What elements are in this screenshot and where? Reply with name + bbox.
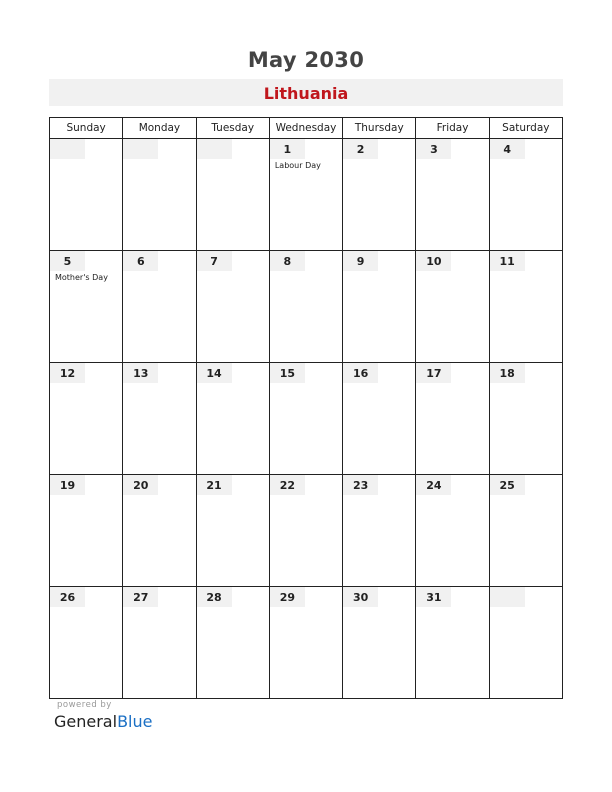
day-cell: [343, 251, 416, 363]
day-number: 15: [270, 363, 305, 383]
weekday-wednesday: Wednesday: [269, 118, 342, 139]
day-number: [490, 587, 525, 607]
powered-by-label: powered by: [57, 700, 112, 710]
week-row: [50, 587, 563, 699]
brand-logo-blue: Blue: [117, 712, 153, 731]
day-cell: [196, 363, 269, 475]
day-number: 8: [270, 251, 305, 271]
weekday-friday: Friday: [416, 118, 489, 139]
day-cell: [123, 139, 196, 251]
day-cell: [343, 363, 416, 475]
day-number: 28: [197, 587, 232, 607]
day-cell: [50, 251, 123, 363]
day-number: 19: [50, 475, 85, 495]
week-row: [50, 139, 563, 251]
day-number: 17: [416, 363, 451, 383]
day-cell: [343, 139, 416, 251]
day-number: 3: [416, 139, 451, 159]
page-title: May 2030: [247, 48, 365, 72]
day-number: 2: [343, 139, 378, 159]
calendar-grid: [49, 117, 563, 699]
day-number: 22: [270, 475, 305, 495]
weekday-saturday: Saturday: [489, 118, 562, 139]
day-number: [123, 139, 158, 159]
day-cell: [269, 139, 342, 251]
day-number: 21: [197, 475, 232, 495]
week-row: [50, 475, 563, 587]
day-number: 10: [416, 251, 451, 271]
day-number: 7: [197, 251, 232, 271]
day-number: 16: [343, 363, 378, 383]
day-cell: [489, 587, 562, 699]
brand-logo[interactable]: [54, 712, 152, 731]
day-number: 1: [270, 139, 305, 159]
day-number: 14: [197, 363, 232, 383]
weekday-monday: Monday: [123, 118, 196, 139]
day-cell: [416, 251, 489, 363]
day-number: 25: [490, 475, 525, 495]
day-number: 11: [490, 251, 525, 271]
day-cell: [50, 587, 123, 699]
day-number: 31: [416, 587, 451, 607]
day-cell: [416, 139, 489, 251]
day-cell: [196, 475, 269, 587]
day-cell: [489, 475, 562, 587]
day-cell: [489, 251, 562, 363]
day-cell: [416, 587, 489, 699]
weekday-thursday: Thursday: [343, 118, 416, 139]
day-cell: [50, 363, 123, 475]
day-number: [197, 139, 232, 159]
day-cell: [196, 139, 269, 251]
day-cell: [123, 363, 196, 475]
day-cell: [489, 363, 562, 475]
day-cell: [269, 587, 342, 699]
day-cell: [269, 251, 342, 363]
day-number: 26: [50, 587, 85, 607]
country-name: Lithuania: [263, 84, 349, 103]
holiday-label: Mother's Day: [55, 273, 108, 282]
day-number: 5: [50, 251, 85, 271]
weekday-header-row: [50, 118, 563, 139]
day-number: 9: [343, 251, 378, 271]
day-cell: [123, 475, 196, 587]
day-cell: [343, 475, 416, 587]
day-cell: [50, 475, 123, 587]
day-cell: [269, 363, 342, 475]
day-cell: [123, 587, 196, 699]
day-number: 13: [123, 363, 158, 383]
week-row: [50, 251, 563, 363]
holiday-label: Labour Day: [274, 161, 321, 170]
day-cell: [489, 139, 562, 251]
day-number: 30: [343, 587, 378, 607]
day-number: 20: [123, 475, 158, 495]
day-cell: [343, 587, 416, 699]
day-cell: [50, 139, 123, 251]
day-cell: [416, 475, 489, 587]
day-cell: [416, 363, 489, 475]
day-cell: [123, 251, 196, 363]
day-cell: [196, 251, 269, 363]
day-number: 23: [343, 475, 378, 495]
week-row: [50, 363, 563, 475]
day-number: 29: [270, 587, 305, 607]
day-cell: [196, 587, 269, 699]
day-cell: [269, 475, 342, 587]
day-number: 6: [123, 251, 158, 271]
day-number: 27: [123, 587, 158, 607]
day-number: 24: [416, 475, 451, 495]
day-number: 4: [490, 139, 525, 159]
day-number: [50, 139, 85, 159]
country-banner: [49, 79, 563, 106]
day-number: 12: [50, 363, 85, 383]
day-number: 18: [490, 363, 525, 383]
brand-logo-general: General: [54, 712, 118, 731]
weekday-sunday: Sunday: [50, 118, 123, 139]
weekday-tuesday: Tuesday: [196, 118, 269, 139]
